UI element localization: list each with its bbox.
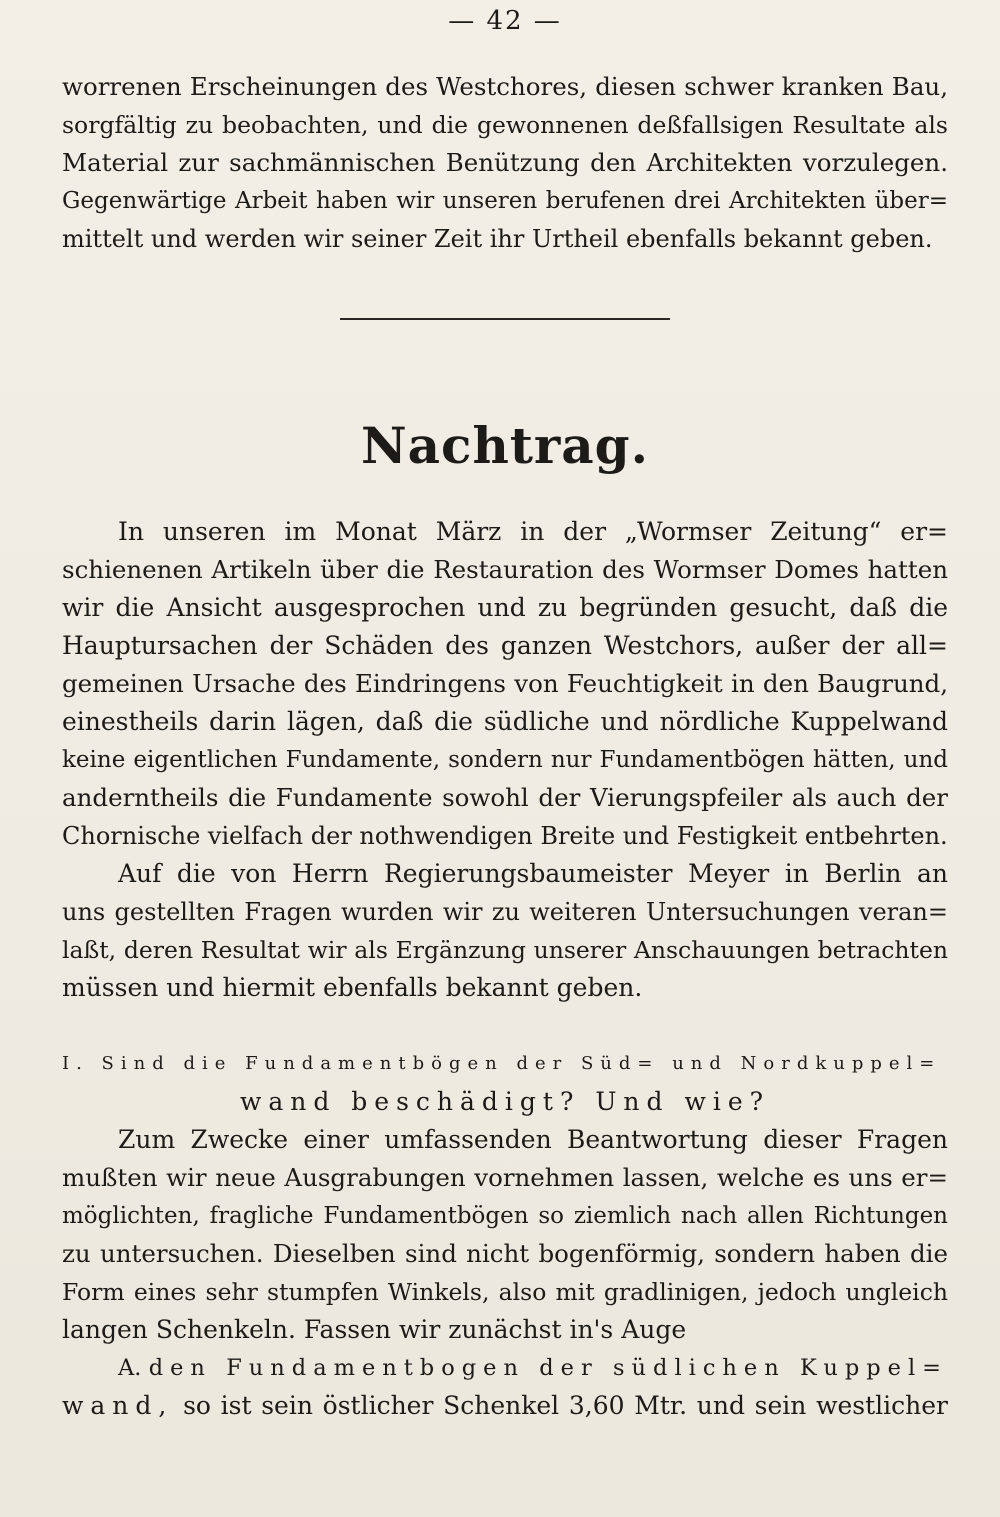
paragraph-2 — [62, 855, 948, 1007]
paragraph-3 — [62, 1121, 948, 1349]
text-line: keine eigentlichen Fundamente, sondern nur Fundamentbögen hätten, und — [62, 747, 948, 773]
text-line: Auf die von Herrn Regierungsbaumeister Meyer in Berlin an — [118, 859, 948, 888]
heading-line: I. Sind die Fundamentbögen der Süd= und Nordkuppel= — [62, 1053, 942, 1074]
subsection-a — [62, 1349, 948, 1425]
text-line: Material zur sachmännischen Benützung den Architekten vorzulegen. — [62, 148, 948, 177]
page-number: — 42 — — [448, 6, 562, 36]
text-line: Hauptursachen der Schäden des ganzen Westchors, außer der all= — [62, 631, 948, 660]
section-title: Nachtrag. — [360, 416, 650, 475]
text-line: Gegenwärtige Arbeit haben wir unseren berufenen drei Architekten über= — [62, 188, 948, 214]
text-line: einestheils darin lägen, daß die südliche und nördliche Kuppelwand — [62, 707, 948, 736]
text-line: anderntheils die Fundamente sowohl der Vierungspfeiler als auch der — [62, 783, 948, 812]
text-line — [62, 1387, 948, 1425]
text-line: Form eines sehr stumpfen Winkels, also mit gradlinigen, jedoch ungleich — [62, 1278, 948, 1306]
text-line: schienenen Artikeln über die Restauration des Wormser Domes hatten — [62, 555, 948, 584]
text-line: sorgfältig zu beobachten, und die gewonnenen deßfallsigen Resultate als — [62, 111, 948, 139]
text-line: Zum Zwecke einer umfassenden Beantwortung dieser Fragen — [118, 1125, 948, 1154]
text-line: laßt, deren Resultat wir als Ergänzung unserer Anschauungen betrachten — [62, 936, 948, 964]
text-line: wir die Ansicht ausgesprochen und zu begründen gesucht, daß die — [62, 593, 948, 622]
text-line: müssen und hiermit ebenfalls bekannt geben. — [62, 973, 643, 1002]
text-line: worrenen Erscheinungen des Westchores, diesen schwer kranken Bau, — [62, 72, 948, 101]
text-line: gemeinen Ursache des Eindringens von Feuchtigkeit in den Baugrund, — [62, 669, 948, 698]
text-line: zu untersuchen. Dieselben sind nicht bogenförmig, sondern haben die — [62, 1239, 948, 1268]
text-fragment: so ist sein östlicher Schenkel 3,60 Mtr. und sein westlicher — [183, 1391, 948, 1420]
subsection-marker: A. — [118, 1355, 142, 1381]
text-line: mußten wir neue Ausgrabungen vornehmen lassen, welche es uns er= — [62, 1163, 948, 1192]
text-line: mittelt und werden wir seiner Zeit ihr Urtheil ebenfalls bekannt geben. — [62, 225, 933, 253]
text-line — [62, 1349, 948, 1387]
text-line: möglichten, fragliche Fundamentbögen so ziemlich nach allen Richtungen — [62, 1203, 948, 1229]
text-line: langen Schenkeln. Fassen wir zunächst in's Auge — [62, 1315, 687, 1344]
separator-rule — [340, 318, 670, 320]
paragraph-1 — [62, 513, 948, 855]
text-line: uns gestellten Fragen wurden wir zu weiteren Untersuchungen veran= — [62, 898, 948, 926]
spaced-text: den Fundamentbogen der südlichen Kuppel= — [148, 1355, 948, 1381]
intro-paragraph — [62, 68, 948, 258]
text-line: Chornische vielfach der nothwendigen Breite und Festigkeit entbehrten. — [62, 822, 948, 850]
heading-line: wand beschädigt? Und wie? — [239, 1087, 771, 1116]
text-line: In unseren im Monat März in der „Wormser Zeitung“ er= — [118, 517, 948, 546]
spaced-text: wand, — [62, 1391, 174, 1420]
question-heading — [62, 1045, 948, 1121]
